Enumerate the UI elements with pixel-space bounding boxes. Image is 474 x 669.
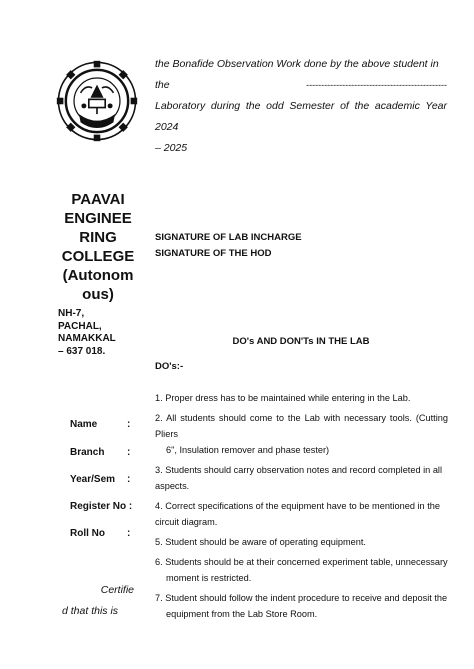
certificate-paragraph [155, 54, 447, 159]
list-item [155, 590, 448, 622]
list-item [155, 534, 448, 550]
rule-continuation: moment is restricted. [166, 573, 252, 583]
college-name-line: ous) [82, 286, 114, 303]
address-line: PACHAL, [58, 320, 102, 332]
rule-continuation: equipment from the Lab Store Room. [166, 609, 318, 619]
name-label: Name [70, 419, 98, 430]
college-name [56, 190, 140, 304]
college-name-line: RING [79, 229, 117, 246]
branch-colon: : [127, 447, 131, 458]
college-name-line: COLLEGE [61, 248, 135, 265]
dos-title: DO's AND DON'Ts IN THE LAB [232, 336, 370, 347]
roll-no-label: Roll No [70, 528, 105, 539]
list-item [155, 498, 448, 530]
certificate-line: the Bonafide Observation Work done by the above student in [155, 58, 439, 70]
rule-continuation: aspects. [155, 481, 190, 491]
college-address [58, 308, 142, 358]
college-name-line: PAAVAI [71, 191, 125, 208]
address-line: NH-7, [58, 308, 85, 319]
roll-no-colon: : [127, 528, 131, 539]
list-item [155, 410, 448, 458]
certificate-line-prefix: the [155, 79, 170, 91]
name-colon: : [127, 419, 131, 430]
certify-line: d that this is [62, 605, 119, 617]
certificate-line: Laboratory during the odd Semester of the academic Year 2024 [155, 100, 447, 133]
dos-subtitle: DO's:- [155, 361, 184, 372]
rule-text: 4. Correct specifications of the equipment have to be mentioned in the [155, 501, 440, 511]
signature-lab-incharge: SIGNATURE OF LAB INCHARGE [155, 232, 302, 243]
college-logo [56, 60, 138, 142]
rule-continuation: circuit diagram. [155, 517, 218, 527]
year-sem-label: Year/Sem [70, 474, 116, 485]
year-sem-colon: : [127, 474, 131, 485]
certify-text [62, 580, 134, 622]
list-item [155, 554, 448, 586]
rule-continuation: 6", Insulation remover and phase tester) [166, 445, 330, 455]
certificate-line [155, 75, 447, 96]
certify-line: Certifie [100, 584, 134, 596]
rule-text: 5. Student should be aware of operating equipment. [155, 537, 366, 547]
rule-text: 2. All students should come to the Lab with necessary tools. (Cutting Pliers [155, 413, 448, 439]
college-name-line: ENGINEE [64, 210, 132, 227]
list-item [155, 462, 448, 494]
dos-list [155, 390, 448, 626]
certificate-line: – 2025 [155, 142, 188, 154]
address-line: – 637 018. [58, 345, 106, 357]
rule-text: 7. Student should follow the indent procedure to receive and deposit the [155, 593, 448, 603]
register-no-label: Register No : [70, 501, 133, 512]
signature-hod: SIGNATURE OF THE HOD [155, 248, 272, 259]
rule-text: 6. Students should be at their concerned experiment table, unnecessary [155, 557, 448, 567]
address-line: NAMAKKAL [58, 333, 116, 344]
college-name-line: (Autonom [62, 267, 134, 284]
lab-name-blank: ----------------------------------------------- [306, 80, 447, 90]
rule-text: 3. Students should carry observation notes and record completed in all [155, 465, 443, 475]
list-item [155, 390, 448, 406]
branch-label: Branch [70, 447, 105, 458]
rule-text: 1. Proper dress has to be maintained while entering in the Lab. [155, 393, 411, 403]
